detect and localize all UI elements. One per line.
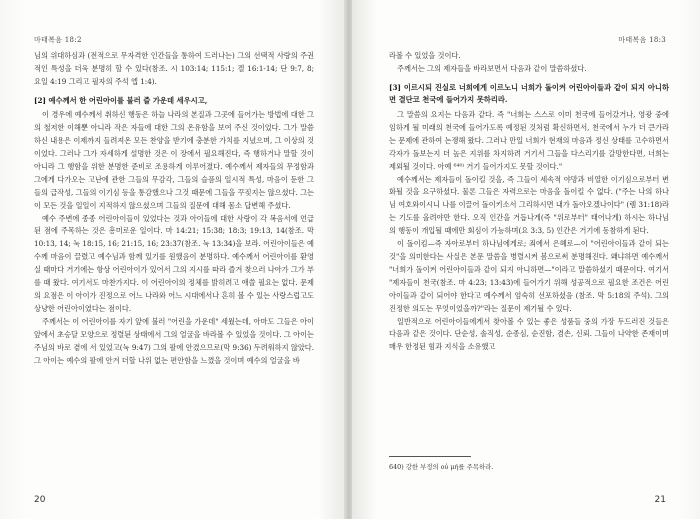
running-head: 마태복음 18:3 bbox=[618, 36, 666, 44]
verse-heading: [3] 이르시되 진실로 너희에게 이르노니 너희가 돌이켜 어린아이들과 같이 되지 아니하면 결단코 천국에 들어가지 못하리라. bbox=[389, 82, 669, 105]
paragraph: 예수께서는 제자들이 돌이킬 것을, 즉 그들이 세속적 야망과 비열한 이기심으로부터 변화될 것을 요구하셨다. 물론 그들은 자력으로는 마음을 돌이킬 수 없다. ("주는 나의 하나님 여호와이시니 나를 이끌어 돌이키소서 그리하시면 내가 돌아오겠나이다" (렘 31:18)라는 기도를 올려야만 한다. 오직 인간을 거듭나게(즉 "위로부터" 태어나게) 하시는 하나님의 행동이 개입될 때에만 회심이 가능하며(요 3:3, 5) 인간은 거기에 동참하게 된다. bbox=[389, 174, 669, 236]
paragraph: 이 경우에 예수께서 취하신 행동은 하늘 나라의 본질과 그곳에 들어가는 방법에 대한 그의 철저한 이해뿐 아니라 작은 자들에 대한 그의 온유함을 보여 주신 것이었다. 그가 말씀하신 내용은 이제까지 들려져온 모든 찬양을 받기에 충분한 가치를 지녔으며, 그 이상의 것이었다. 그러나 그가 자세하게 설명한 것은 이 장에서 필요해진다, 즉 행하거나 말할 것이 아니라 그 행함을 위한 분명한 준비로 조용하게 이루어졌다. 예수께서 제자들의 무정함과 그에게 다가오는 고난에 관한 그들의 무감각, 그들의 슬픔의 일시적 특성, 마음이 둔한 그들의 급작성, 그들의 이기심 등을 통감했으나 그것 때문에 그들을 꾸짖지는 않으셨다. 그는 이 모든 것을 일일이 지적하지 않으셨으며 그들의 질문에 대해 몸소 답변해 주셨다. bbox=[34, 110, 314, 210]
page-number: 20 bbox=[34, 495, 46, 505]
paragraph: 님의 위대하심과 (전적으로 무자격한 인간들을 통하여 드러나는) 그의 선택적 사랑의 주권적인 특성을 더욱 분명히 할 수 있다(참조. 시 103:14; 115:1; 겔 16:1-14; 단 9:7, 8; 요일 4:19 그리고 필자의 주석 엡 1:4). bbox=[34, 51, 314, 86]
paragraph: 주께서는 그의 제자들을 바라보면서 다음과 같이 말씀하셨다. bbox=[397, 63, 587, 73]
paragraph: 예수 주변에 종종 어린아이들이 있었다는 것과 아이들에 대한 사랑이 각 복음서에 언급된 점에 주목하는 것은 흥미로운 일이다. 마 14:21; 15:38; 18:3; 19:13, 14(참조. 막 10:13, 14; 눅 18:15, 16; 21:15, 16; 23:37(참조. 눅 13:34)을 보라. 어린아이들은 예수께 마음이 끌렸고 예수님과 함께 있기를 원했음이 분명하다. 예수께서 어린아이를 환영실 때마다 거기에는 항상 어린아이가 있어서 그의 지시를 따라 즐겨 찾으러 나아가 그가 부를 때 왔다. 여기서도 마찬가지다. 이 어린아이의 정체를 밝히려고 애쓸 필요는 없다. 문제의 요점은 이 아이가 진정으로 어느 나라와 어느 시대에서나 흔히 볼 수 있는 사랑스럽고도 상냥한 어린아이였다는 점이다. bbox=[34, 213, 314, 313]
paragraph: 주께서는 이 어린아이를 자기 앞에 불러 "어린을 가운데" 세웠는데, 아마도 그들은 아이 앞에서 초승달 모양으로 정렬된 상태에서 그의 얼굴을 바라볼 수 있었을 것이다. 그 아이는 주님의 바로 곁에 서 있었고(눅 9:47) 그의 팔에 안겼으므로(막 9:36) 두려워하지 않았다. 그 아이는 예수의 팔에 안겨 더할 나위 없는 편안함을 느꼈을 것이며 예수의 얼굴을 바 bbox=[34, 316, 314, 365]
verse-heading: [2] 예수께서 한 어린아이를 불러 즐 가운데 세우시고, bbox=[34, 95, 208, 105]
paragraph: 라볼 수 있었을 것이다. bbox=[389, 51, 461, 60]
paragraph: 이 돌이킴—즉 자아로부터 하나님에게로; 죄에서 은혜로—이 "어린아이들과 같이 되는 것"을 의미한다는 사실은 본문 말씀을 병렬시켜 봄으로써 분명해진다. 왜냐하면 예수께서 "너희가 돌이켜 어린아이들과 같이 되지 아니하면—"이라고 말씀하셨기 때문이다. 여기서 "제자들이 천국(참조. 마 4:23; 13:43)에 들어가기 위해 성공적으로 필요한 조건은 어린아이들과 같이 되어야 한다고 예수께서 엄숙히 선포하셨음 (참조. 막 5:18의 주석). 그의 진정한 의도는 무엇이었을까?"라는 질문이 제기될 수 있다. bbox=[389, 239, 669, 313]
footnote: 640) 강한 부정의 οὐ μή를 주목하라. bbox=[389, 463, 494, 471]
page-number: 21 bbox=[654, 495, 666, 505]
left-page bbox=[0, 0, 346, 519]
paragraph: 일반적으로 어린아이들에게서 찾아볼 수 있는 좋은 성품들 중의 가장 두드러진 것들은 다음과 같은 것이다. 단순성, 솔직성, 순종심, 순진함, 겸손, 신뢰. 그들이 나약한 존재이며 매우 한정된 힘과 지식을 소유했고 bbox=[389, 316, 669, 352]
paragraph: 그 말씀의 요지는 다음과 같다. 즉 "너희는 스스로 이미 천국에 들어갔거나, 영광 중에 임하게 될 미래의 천국에 들어가도록 예정된 것처럼 확신하면서, 천국에서 누가 더 큰가라는 문제에 관하여 논쟁해 왔다. 그러나 만일 너희가 현재의 마음과 정신 상태를 고수하면서 각자가 돌보는지 더 높은 지위를 차지하려 거기서 그들을 다스리기를 갈망한다면, 너희는 제외될 것이다. 아예 ⁶⁴⁰⁾ 거기 들어가지도 못할 것이다." bbox=[389, 110, 669, 171]
footnote-divider bbox=[389, 456, 471, 457]
running-head: 마태복음 18:2 bbox=[34, 36, 82, 44]
page-body bbox=[389, 50, 669, 354]
right-page bbox=[352, 0, 700, 519]
page-body bbox=[34, 50, 314, 367]
